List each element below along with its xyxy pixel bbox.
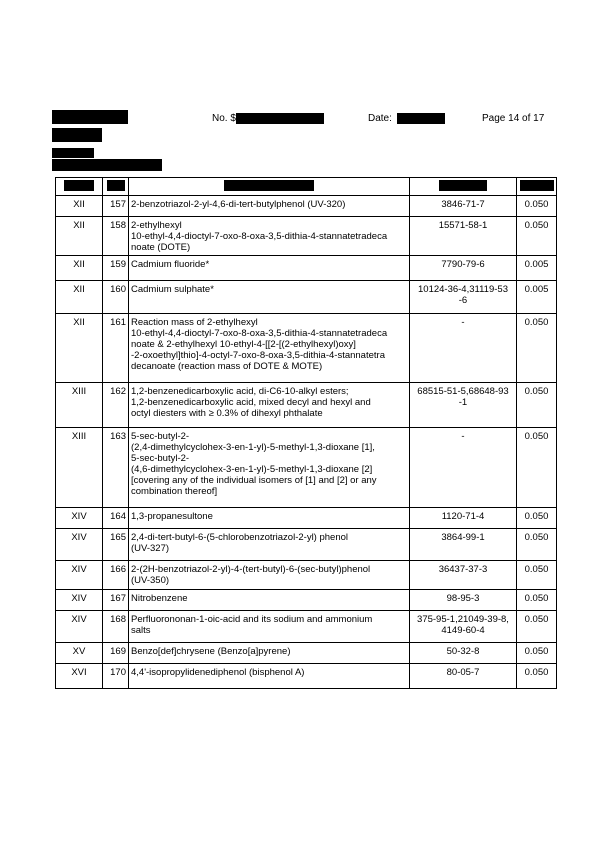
number-cell: 161 — [103, 314, 129, 383]
number-cell: 163 — [103, 428, 129, 508]
batch-cell: XII — [56, 196, 103, 217]
table-header-row — [56, 178, 557, 196]
number-cell: 159 — [103, 256, 129, 281]
limit-cell: 0.050 — [517, 561, 557, 590]
cas-number-cell: 10124-36-4,31119-53 -6 — [410, 281, 517, 314]
number-cell: 167 — [103, 590, 129, 611]
cas-number-cell: - — [410, 314, 517, 383]
number-cell: 162 — [103, 383, 129, 428]
redacted-applicant-label — [52, 148, 94, 158]
limit-cell: 0.050 — [517, 196, 557, 217]
limit-cell: 0.050 — [517, 314, 557, 383]
table-row — [56, 529, 557, 561]
number-cell: 160 — [103, 281, 129, 314]
table-body — [56, 196, 557, 689]
table-row — [56, 217, 557, 256]
table-row — [56, 508, 557, 529]
batch-cell: XII — [56, 281, 103, 314]
batch-cell: XIV — [56, 590, 103, 611]
number-cell: 157 — [103, 196, 129, 217]
substance-name-cell: Nitrobenzene — [129, 590, 410, 611]
cas-number-cell: 3846-71-7 — [410, 196, 517, 217]
cas-number-cell: 15571-58-1 — [410, 217, 517, 256]
substance-name-cell: Benzo[def]chrysene (Benzo[a]pyrene) — [129, 643, 410, 664]
batch-cell: XIV — [56, 611, 103, 643]
header-no-redacted — [103, 178, 129, 196]
table-row — [56, 314, 557, 383]
redacted-date — [397, 113, 445, 124]
limit-cell: 0.050 — [517, 643, 557, 664]
limit-cell: 0.050 — [517, 508, 557, 529]
report-header — [52, 110, 552, 180]
redacted-report-title — [52, 110, 128, 124]
table-row — [56, 196, 557, 217]
limit-cell: 0.050 — [517, 217, 557, 256]
number-cell: 158 — [103, 217, 129, 256]
cas-number-cell: 1120-71-4 — [410, 508, 517, 529]
cas-number-cell: 3864-99-1 — [410, 529, 517, 561]
cas-number-cell: - — [410, 428, 517, 508]
cas-number-cell: 98-95-3 — [410, 590, 517, 611]
limit-cell: 0.005 — [517, 256, 557, 281]
substance-name-cell: Cadmium fluoride* — [129, 256, 410, 281]
batch-cell: XII — [56, 314, 103, 383]
batch-cell: XIII — [56, 428, 103, 508]
substance-name-cell: 5-sec-butyl-2- (2,4-dimethylcyclohex-3-en-1-yl)-5-methyl-1,3-dioxane [1], 5-sec-butyl-2- (4,6-dimethylcyclohex-3-en-1-yl)-5-methyl-1,3-dioxane [2] [covering any of the individual isomers of [1] and [2] or any combination thereof] — [129, 428, 410, 508]
table-row — [56, 561, 557, 590]
limit-cell: 0.050 — [517, 529, 557, 561]
number-cell: 168 — [103, 611, 129, 643]
substance-name-cell: Cadmium sulphate* — [129, 281, 410, 314]
number-cell: 170 — [103, 664, 129, 689]
substance-name-cell: 2-(2H-benzotriazol-2-yl)-4-(tert-butyl)-6-(sec-butyl)phenol (UV-350) — [129, 561, 410, 590]
svhc-table — [55, 177, 557, 689]
limit-cell: 0.005 — [517, 281, 557, 314]
limit-cell: 0.050 — [517, 590, 557, 611]
substance-name-cell: 2,4-di-tert-butyl-6-(5-chlorobenzotriazol-2-yl) phenol (UV-327) — [129, 529, 410, 561]
cas-number-cell: 50-32-8 — [410, 643, 517, 664]
limit-cell: 0.050 — [517, 383, 557, 428]
number-cell: 166 — [103, 561, 129, 590]
substance-name-cell: 2-benzotriazol-2-yl-4,6-di-tert-butylphenol (UV-320) — [129, 196, 410, 217]
table-row — [56, 590, 557, 611]
page-number: Page 14 of 17 — [482, 113, 545, 124]
batch-cell: XII — [56, 256, 103, 281]
header-substance-redacted — [129, 178, 410, 196]
number-cell: 169 — [103, 643, 129, 664]
batch-cell: XV — [56, 643, 103, 664]
cas-number-cell: 80-05-7 — [410, 664, 517, 689]
redacted-report-number — [236, 113, 324, 124]
cas-number-cell: 68515-51-5,68648-93 -1 — [410, 383, 517, 428]
batch-cell: XVI — [56, 664, 103, 689]
cas-number-cell: 7790-79-6 — [410, 256, 517, 281]
substance-name-cell: 1,3-propanesultone — [129, 508, 410, 529]
batch-cell: XIV — [56, 561, 103, 590]
substance-name-cell: Reaction mass of 2-ethylhexyl 10-ethyl-4,4-dioctyl-7-oxo-8-oxa-3,5-dithia-4-stannatetradeca noate & 2-ethylhexyl 10-ethyl-4-[[2-[(2-ethylhexyl)oxy] -2-oxoethyl]thio]-4-octyl-7-oxo-8-oxa-3,5-dithia-4-stannatetra decanoate (reaction mass of DOTE & MOTE) — [129, 314, 410, 383]
table-row — [56, 611, 557, 643]
batch-cell: XIV — [56, 508, 103, 529]
table-row — [56, 281, 557, 314]
substance-name-cell: Perfluorononan-1-oic-acid and its sodium and ammonium salts — [129, 611, 410, 643]
table-row — [56, 256, 557, 281]
redacted-applicant-address — [52, 159, 162, 171]
limit-cell: 0.050 — [517, 664, 557, 689]
header-batch-redacted — [56, 178, 103, 196]
header-cas-redacted — [410, 178, 517, 196]
limit-cell: 0.050 — [517, 428, 557, 508]
substance-name-cell: 2-ethylhexyl 10-ethyl-4,4-dioctyl-7-oxo-8-oxa-3,5-dithia-4-stannatetradeca noate (DOTE) — [129, 217, 410, 256]
table-row — [56, 643, 557, 664]
table-row — [56, 383, 557, 428]
number-cell: 164 — [103, 508, 129, 529]
substance-name-cell: 4,4'-isopropylidenediphenol (bisphenol A) — [129, 664, 410, 689]
batch-cell: XIII — [56, 383, 103, 428]
substance-name-cell: 1,2-benzenedicarboxylic acid, di-C6-10-alkyl esters; 1,2-benzenedicarboxylic acid, mixed decyl and hexyl and octyl diesters with ≥ 0.3% of dihexyl phthalate — [129, 383, 410, 428]
batch-cell: XIV — [56, 529, 103, 561]
table-row — [56, 428, 557, 508]
cas-number-cell: 375-95-1,21049-39-8, 4149-60-4 — [410, 611, 517, 643]
report-number-label: No. $ — [212, 113, 236, 124]
cas-number-cell: 36437-37-3 — [410, 561, 517, 590]
date-label: Date: — [368, 113, 392, 124]
header-limit-redacted — [517, 178, 557, 196]
number-cell: 165 — [103, 529, 129, 561]
table-row — [56, 664, 557, 689]
redacted-company-name — [52, 128, 102, 142]
limit-cell: 0.050 — [517, 611, 557, 643]
batch-cell: XII — [56, 217, 103, 256]
